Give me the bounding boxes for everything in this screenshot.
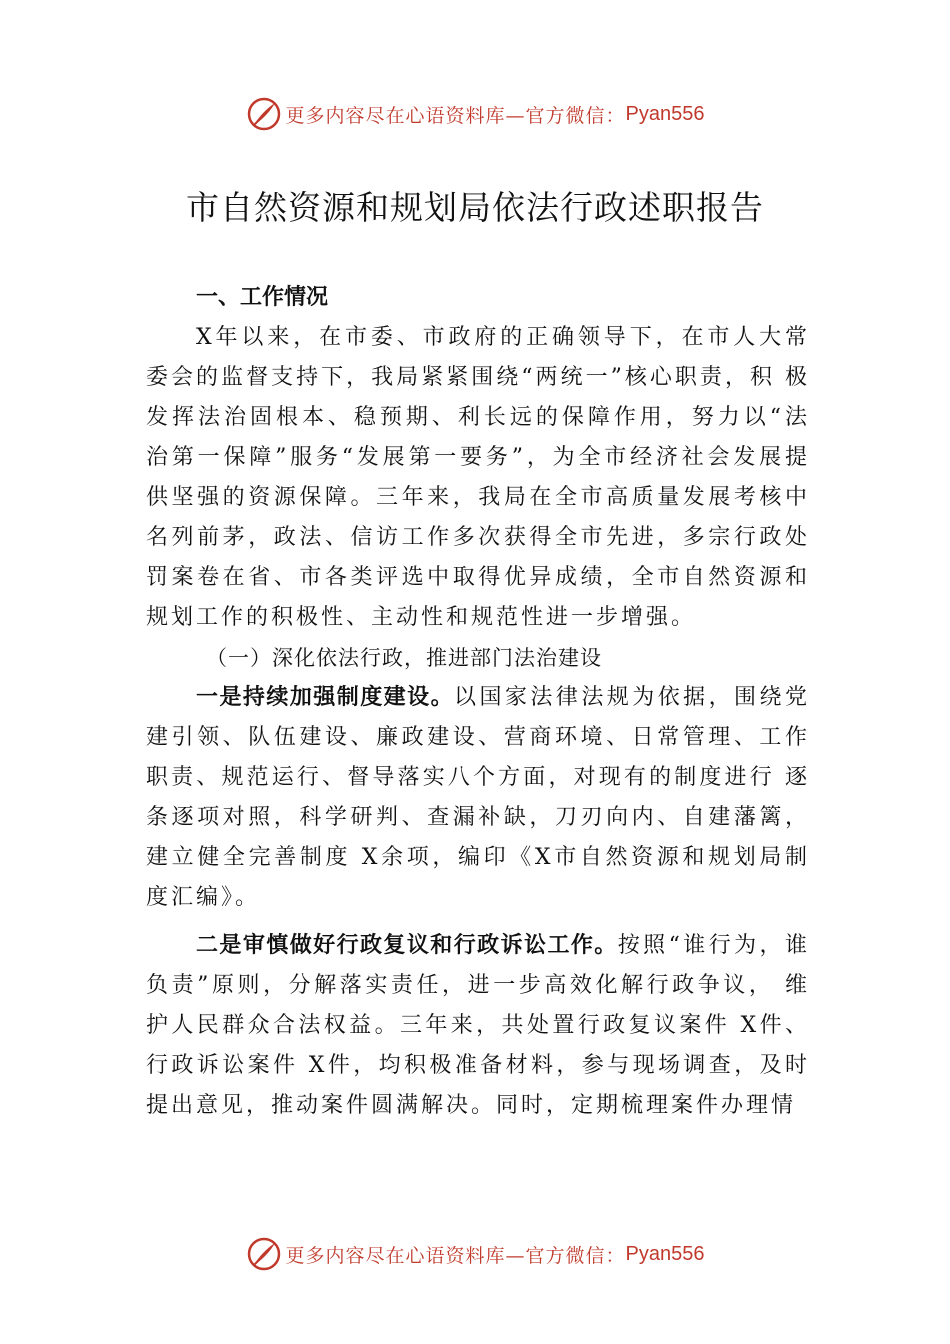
banner-wechat-id: Pyan556 (625, 102, 705, 125)
banner-wechat-id: Pyan556 (625, 1242, 705, 1265)
banner-text: 更多内容尽在心语资料库—官方微信： (285, 104, 626, 127)
header-banner (0, 92, 950, 136)
feather-pen-icon (246, 96, 282, 132)
section-heading: 一、工作情况 (196, 285, 329, 310)
item-text-1: 以国家法律法规为依据，围绕党建引领、队伍建设、廉政建设、营商环境、日常管理、工作职责、规范运行、督导落实八个方面，对现有的制度进行 逐条逐项对照，科学研判、查漏补缺，刀刃向内、自建藩篱， 建立健全完善制度 X余项，编印《X市自然资源和规划局制度汇编》。 (146, 685, 810, 910)
intro-paragraph: X年以来，在市委、市政府的正确领导下，在市人大常委会的监督支持下，我局紧紧围绕“两统一”核心职责，积 极发挥法治固根本、稳预期、利长远的保障作用，努力以“法治第一保障”服务“发展第一要务”，为全市经济社会发展提供坚强的资源保障。三年来，我局在全市高质量发展考核中名列前茅，政法、信访工作多次获得全市先进，多宗行政处罚案卷在省、市各类评选中取得优异成绩，全市自然资源和规划工作的积极性、主动性和规范性进一步增强。 (146, 325, 810, 630)
banner-text: 更多内容尽在心语资料库—官方微信： (285, 1244, 626, 1267)
item-lead-2: 二是审慎做好行政复议和行政诉讼工作。 (196, 933, 618, 958)
item-text-2: 按照“谁行为，谁负责”原则，分解落实责任，进一步高效化解行政争议， 维护人民群众合法权益。三年来，共处置行政复议案件 X件、行政诉讼案件 X件，均积极准备材料，参与现场调查，及时提出意见，推动案件圆满解决。同时，定期梳理案件办理情 (146, 933, 810, 1118)
footer-banner (0, 1232, 950, 1276)
item-paragraph-1 (146, 678, 810, 918)
feather-pen-icon (246, 1236, 282, 1272)
subsection-heading: （一）深化依法行政，推进部门法治建设 (206, 646, 602, 670)
item-lead-1: 一是持续加强制度建设。 (196, 685, 455, 710)
page-title: 市自然资源和规划局依法行政述职报告 (186, 188, 764, 227)
document-body (146, 278, 810, 1126)
item-paragraph-2 (146, 926, 810, 1126)
